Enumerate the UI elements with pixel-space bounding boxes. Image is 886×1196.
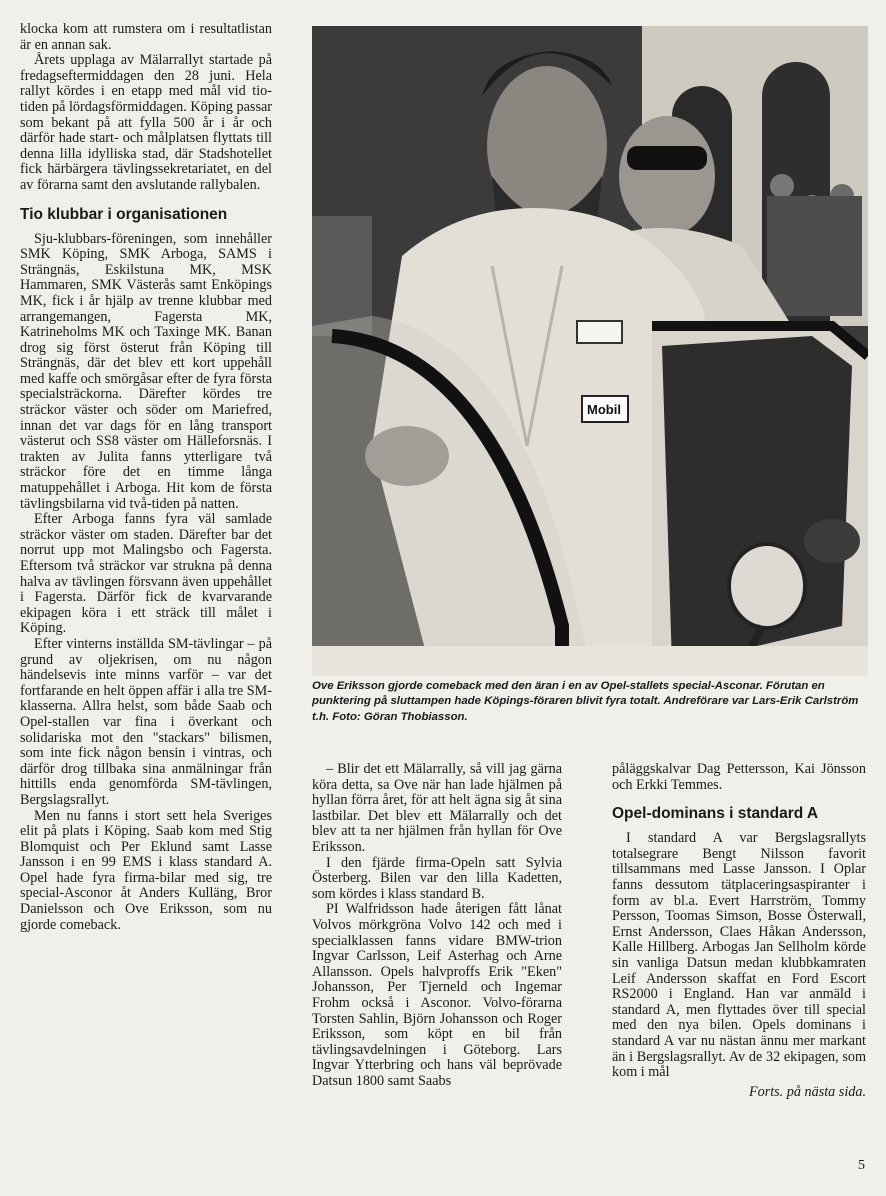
paragraph: I den fjärde firma-Opeln satt Sylvia Österberg. Bilen var den lilla Kadetten, som kördes i klass standard B. <box>312 854 562 902</box>
rally-driver-photo <box>312 26 868 676</box>
paragraph: Efter vinterns inställda SM-tävlingar – på grund av oljekrisen, om nu någon händelsevis inte minns varför – var det fortfarande en helt öppen affär i alla tre SM-klasserna. Allra helst, som både Saab och Opel-stallen var fina i överkant och solidariska mot den "stackars" bilismen, som inte fick någon bensin i vintras, och därför drog tillbaka sina anmälningar från hittills enda genomförda SM-tävlingen, Bergslagsrallyt. <box>20 635 272 808</box>
mobil-badge: Mobil <box>587 402 621 417</box>
photo-illustration <box>312 26 868 676</box>
article-column-1 <box>20 22 272 933</box>
paragraph: Efter Arboga fanns fyra väl samlade sträckor väster om staden. Därefter bar det norrut upp mot Malingsbo och Fagersta. Eftersom två sträckor var strukna på denna halva av tävlingen försvann även uppehållet i Fagersta. Därför fick de kvarvarande ekipagen köra i ett sträck till målet i Köping. <box>20 511 272 637</box>
article-column-2 <box>312 762 562 1089</box>
continued-note: Forts. på nästa sida. <box>748 1083 866 1100</box>
section-heading: Tio klubbar i organisationen <box>20 205 228 223</box>
paragraph: påläggskalvar Dag Pettersson, Kai Jönsson och Erkki Temmes. <box>612 761 866 793</box>
article-column-3 <box>612 762 866 1100</box>
paragraph: Sju-klubbars-föreningen, som innehåller SMK Köping, SMK Arboga, SAMS i Strängnäs, Eskilstuna MK, MSK Hammaren, SMK Västerås samt Enköpings MK, fick i år hjälp av trenne klubbar med arrangemangen, Fagersta MK, Katrineholms MK och Taxinge MK. Banan drog sig först österut från Köping till Strängnäs, där det blev ett kort uppehåll med kaffe och smörgåsar efter de fyra första specialsträckorna. Därefter kördes tre sträckor väster och söder om Mariefred, innan det var dags för en lång transport västerut och SS8 väster om Hälleforsnäs. I trakten av Julita fanns ytterligare två sträckor före det en timme långa matuppehållet i Arboga. Hit kom de första tävlingsbilarna vid två-tiden på natten. <box>20 230 272 512</box>
page-number: 5 <box>858 1158 865 1173</box>
paragraph: – Blir det ett Mälarrally, så vill jag gärna köra detta, sa Ove när han lade hjälmen på hyllan förra året, för att helt ägna sig åt sina lastbilar. Det blev ett Mälarrally och det blev att ta ner hjälmen från hyllan för Ove Eriksson. <box>312 761 562 855</box>
photo-caption: Ove Eriksson gjorde comeback med den äran i en av Opel-stallets special-Asconar. Förutan en punktering på sluttampen hade Köpings-föraren blivit fyra totalt. Andreförare var Lars-Erik Carlström t.h. Foto: Göran Thobiasson. <box>312 680 859 723</box>
paragraph: Årets upplaga av Mälarrallyt startade på fredagseftermiddagen den 28 juni. Hela rallyt kördes i en etapp med mål vid tio-tiden på lördagsförmiddagen. Köping passar som bekant på att fylla 500 år i år och därför hade start- och målplatsen flyttats till denna lilla idylliska stad, där Stadshotellet fick härbärgera tävlingssekretariatet, en del av förarna samt den avslutande rallybalen. <box>20 52 272 193</box>
paragraph: I standard A var Bergslagsrallyts totalsegrare Bengt Nilsson favorit tillsammans med Lasse Jansson. I Oplar fanns dessutom tätplaceringsaspiranter i form av bl.a. Evert Harrström, Tommy Persson, Toomas Simson, Bosse Österwall, Ernst Andersson, Claes Håkan Andersson, Kalle Hillberg. Arbogas Jan Sellholm körde sin vanliga Datsun medan klubbkamraten Leif Andersson skaffat en Ford Escort RS2000 i England. Han var anmäld i standard A, men flyttades över till special med den nya bilen. Opels dominans i standard A var nu nästan ännu mer markant än i Bergslagsrallyt. Av de 32 ekipagen, som kom i mål <box>612 830 866 1081</box>
paragraph: PI Walfridsson hade återigen fått lånat Volvos mörkgröna Volvo 142 och med i specialklassen fanns vidare BMW-trion Ingvar Carlsson, Leif Asterhag och Arne Allansson. Opels halvproffs Erik "Eken" Johansson, Per Tjerneld och Ingemar Frohm också i Asconor. Volvo-förarna Torsten Sahlin, Björn Johansson och Roger Eriksson, som köpt en bil från tävlingsavdelningen i Göteborg. Lars Ingvar Ytterbring och hans väl beprövade Datsun 1800 samt Saabs <box>312 901 562 1089</box>
section-heading: Opel-dominans i standard A <box>612 805 819 823</box>
paragraph: Men nu fanns i stort sett hela Sveriges elit på plats i Köping. Saab kom med Stig Blomquist och Per Eklund samt Lasse Jansson i en 99 EMS i klass standard A. Opel hade fyra firma-bilar med sig, tre special-Asconor åt Anders Kulläng, Bror Danielsson och Ove Eriksson, som nu gjorde comeback. <box>20 807 272 933</box>
paragraph: klocka kom att rumstera om i resultatlistan är en annan sak. <box>20 21 272 53</box>
